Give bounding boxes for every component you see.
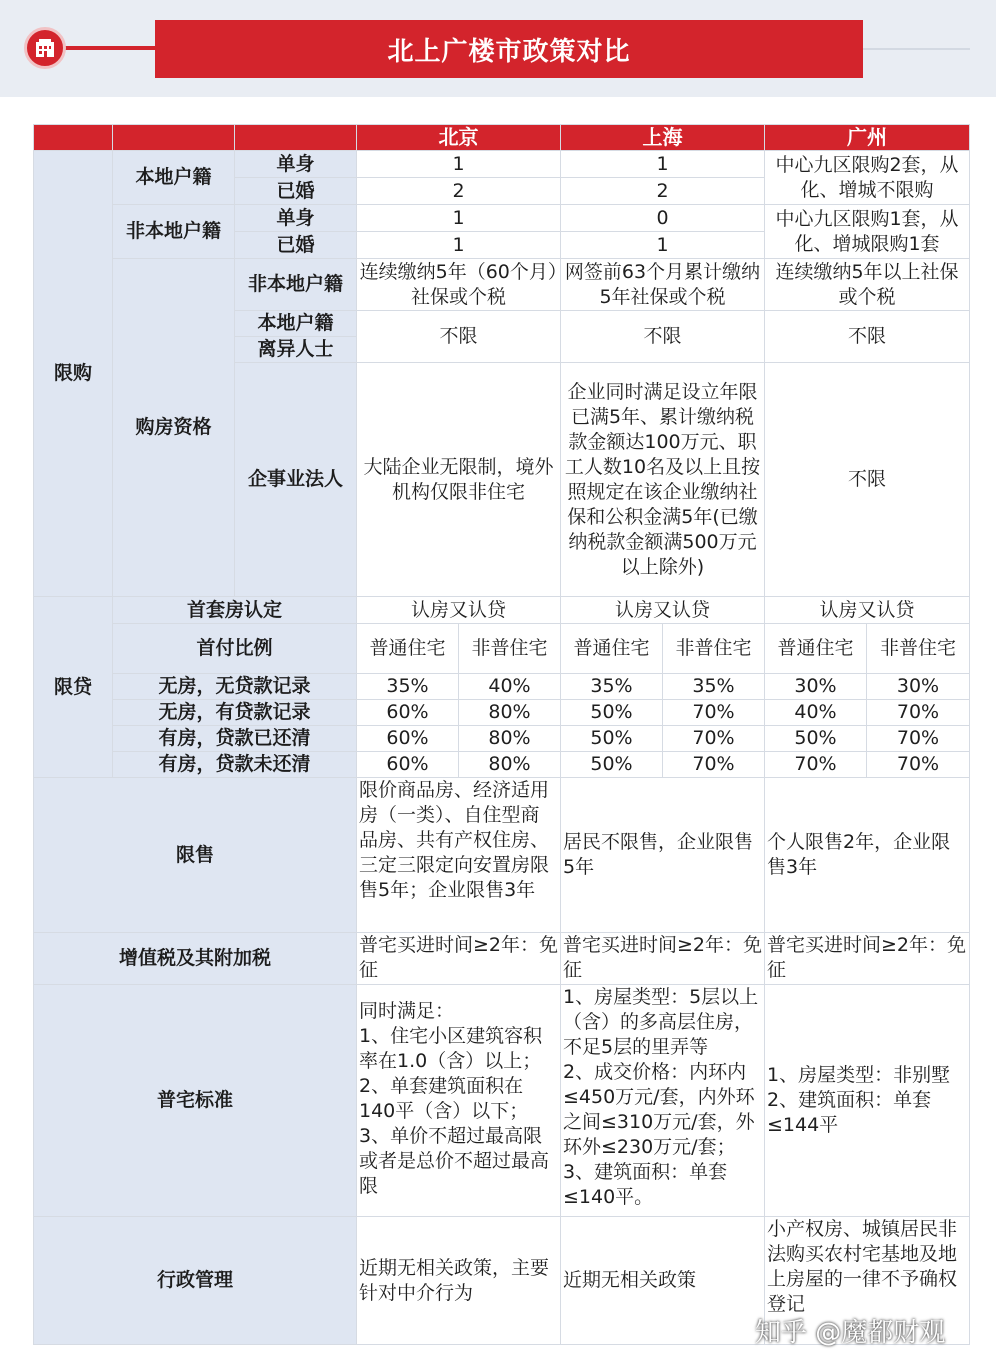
row-label-yihun: 已婚 (235, 232, 357, 259)
banner-accent-line (62, 46, 157, 50)
cell-bj: 1 (357, 151, 561, 178)
cell-sh: 不限 (561, 311, 765, 363)
cell-pct: 70% (663, 752, 765, 778)
row-label-xingzheng: 行政管理 (34, 1217, 357, 1345)
cell-bj: 1 (357, 232, 561, 259)
cell-pct: 50% (765, 726, 867, 752)
section-xiangou: 限购 (34, 151, 113, 597)
cell-bj: 同时满足： 1、住宅小区建筑容积率在1.0（含）以上； 2、单套建筑面积在140平（含）以下； 3、单价不超过最高限或者是总价不超过最高限 (357, 985, 561, 1217)
row-label-shoutao: 首套房认定 (113, 597, 357, 624)
cell-bj: 普宅买进时间≥2年：免征 (357, 933, 561, 985)
table-row (34, 933, 970, 985)
header-blank (235, 125, 357, 151)
row-label-puzhai: 普宅标准 (34, 985, 357, 1217)
cell-gz: 1、房屋类型：非别墅 2、建筑面积：单套≤144平 (765, 985, 970, 1217)
cell-bj: 近期无相关政策，主要针对中介行为 (357, 1217, 561, 1345)
cell-pct: 35% (357, 674, 459, 700)
header-city-guangzhou: 广州 (765, 125, 970, 151)
table-row (34, 624, 970, 674)
cell-pct: 80% (459, 752, 561, 778)
cell-pct: 60% (357, 700, 459, 726)
header-city-shanghai: 上海 (561, 125, 765, 151)
watermark: 知乎 @魔都财观 (755, 1318, 946, 1348)
table-row (34, 151, 970, 178)
cell-pct: 35% (663, 674, 765, 700)
cell-pct: 50% (561, 700, 663, 726)
row-label-feibendi-huji: 非本地户籍 (235, 259, 357, 311)
cell-bj: 限价商品房、经济适用房（一类）、自住型商品房、共有产权住房、三定三限定向安置房限售5年；企业限售3年 (357, 778, 561, 933)
row-label-danshen: 单身 (235, 151, 357, 178)
cell-bj: 2 (357, 178, 561, 205)
cell-bj: 连续缴纳5年（60个月）社保或个税 (357, 259, 561, 311)
cell-sh: 0 (561, 205, 765, 232)
header-city-beijing: 北京 (357, 125, 561, 151)
cell-pct: 80% (459, 726, 561, 752)
cell-pct: 70% (663, 726, 765, 752)
cell-bj: 不限 (357, 311, 561, 363)
cell-pct: 40% (459, 674, 561, 700)
table-row (34, 726, 970, 752)
row-label-loan: 无房，有贷款记录 (113, 700, 357, 726)
cell-gz: 不限 (765, 311, 970, 363)
row-label-qiye: 企事业法人 (235, 363, 357, 597)
row-label-loan: 无房，无贷款记录 (113, 674, 357, 700)
table-row (34, 205, 970, 232)
cell-gz: 中心九区限购1套，从化、增城限购1套 (765, 205, 970, 259)
table-row (34, 674, 970, 700)
cell-sh: 居民不限售，企业限售5年 (561, 778, 765, 933)
subheader-putong: 普通住宅 (561, 624, 663, 674)
subheader-putong: 普通住宅 (357, 624, 459, 674)
cell-pct: 70% (867, 752, 970, 778)
header-blank (113, 125, 235, 151)
cell-pct: 70% (765, 752, 867, 778)
header-blank (34, 125, 113, 151)
cell-pct: 80% (459, 700, 561, 726)
building-icon (24, 27, 66, 69)
row-label-feibendi: 非本地户籍 (113, 205, 235, 259)
table-row (34, 985, 970, 1217)
subheader-feipu: 非普住宅 (663, 624, 765, 674)
cell-sh: 网签前63个月累计缴纳5年社保或个税 (561, 259, 765, 311)
row-label-bendi-huji: 本地户籍 (235, 311, 357, 337)
cell-bj: 认房又认贷 (357, 597, 561, 624)
cell-pct: 70% (867, 726, 970, 752)
table-row (34, 700, 970, 726)
cell-pct: 35% (561, 674, 663, 700)
cell-sh: 2 (561, 178, 765, 205)
cell-bj: 1 (357, 205, 561, 232)
cell-gz: 连续缴纳5年以上社保或个税 (765, 259, 970, 311)
table-row (34, 752, 970, 778)
table-row (34, 259, 970, 311)
header-row (34, 125, 970, 151)
page-title: 北上广楼市政策对比 (155, 20, 863, 78)
cell-bj: 大陆企业无限制，境外机构仅限非住宅 (357, 363, 561, 597)
cell-pct: 30% (765, 674, 867, 700)
subheader-feipu: 非普住宅 (867, 624, 970, 674)
cell-gz: 个人限售2年，企业限售3年 (765, 778, 970, 933)
cell-pct: 30% (867, 674, 970, 700)
row-label-bendi: 本地户籍 (113, 151, 235, 205)
cell-sh: 1 (561, 151, 765, 178)
cell-gz: 小产权房、城镇居民非法购买农村宅基地及地上房屋的一律不予确权登记 (765, 1217, 970, 1345)
subheader-putong: 普通住宅 (765, 624, 867, 674)
cell-pct: 40% (765, 700, 867, 726)
cell-sh: 近期无相关政策 (561, 1217, 765, 1345)
cell-gz: 中心九区限购2套，从化、增城不限购 (765, 151, 970, 205)
table-row (34, 778, 970, 933)
row-label-danshen: 单身 (235, 205, 357, 232)
row-label-zengzhi: 增值税及其附加税 (34, 933, 357, 985)
row-label-loan: 有房，贷款未还清 (113, 752, 357, 778)
cell-pct: 60% (357, 752, 459, 778)
row-label-yihun: 已婚 (235, 178, 357, 205)
cell-sh: 企业同时满足设立年限已满5年、累计缴纳税款金额达100万元、职工人数10名及以上且按照规定在该企业缴纳社保和公积金满5年(已缴纳税款金额满500万元以上除外) (561, 363, 765, 597)
row-label-shoufu: 首付比例 (113, 624, 357, 674)
cell-gz: 普宅买进时间≥2年：免征 (765, 933, 970, 985)
row-label-loan: 有房，贷款已还清 (113, 726, 357, 752)
cell-sh: 1 (561, 232, 765, 259)
cell-gz: 不限 (765, 363, 970, 597)
table-row (34, 597, 970, 624)
row-label-xianshou: 限售 (34, 778, 357, 933)
cell-gz: 认房又认贷 (765, 597, 970, 624)
cell-sh: 认房又认贷 (561, 597, 765, 624)
row-label-liyi: 离异人士 (235, 337, 357, 363)
row-label-goufang: 购房资格 (113, 259, 235, 597)
cell-sh: 1、房屋类型：5层以上（含）的多高层住房，不足5层的里弄等 2、成交价格：内环内≤450万元/套，内外环之间≤310万元/套，外环外≤230万元/套； 3、建筑面积：单套≤140平。 (561, 985, 765, 1217)
cell-sh: 普宅买进时间≥2年：免征 (561, 933, 765, 985)
cell-pct: 70% (663, 700, 765, 726)
cell-pct: 50% (561, 752, 663, 778)
cell-pct: 50% (561, 726, 663, 752)
policy-comparison-table (33, 124, 970, 1345)
cell-pct: 70% (867, 700, 970, 726)
section-xiandai: 限贷 (34, 597, 113, 778)
cell-pct: 60% (357, 726, 459, 752)
subheader-feipu: 非普住宅 (459, 624, 561, 674)
